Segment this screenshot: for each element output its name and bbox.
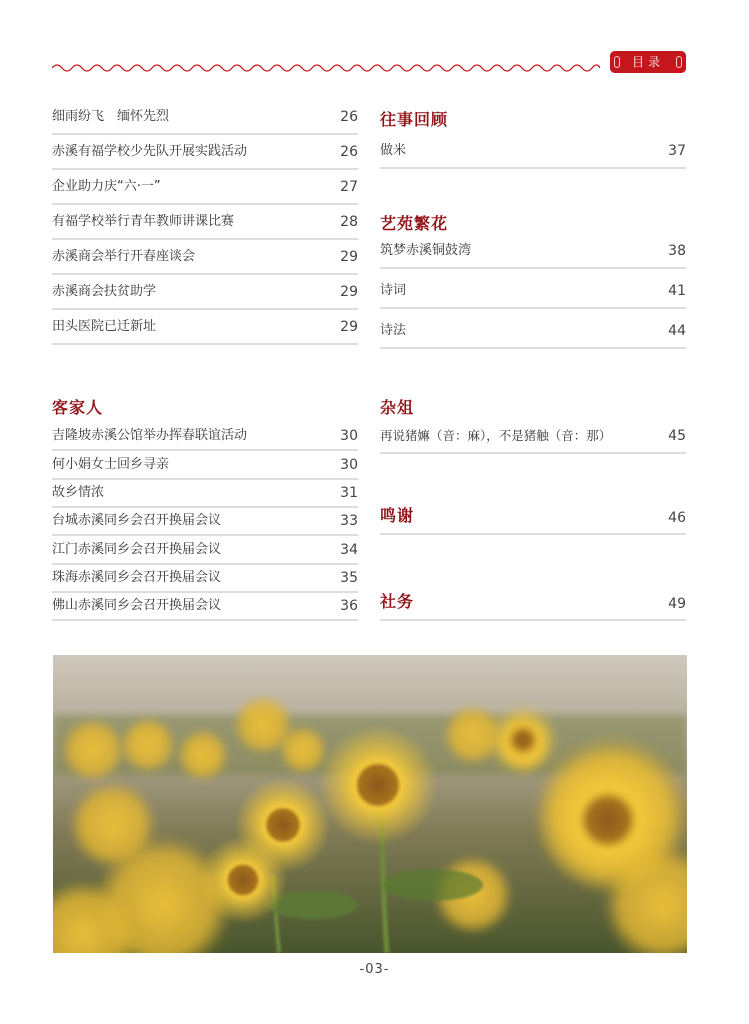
toc-entry-page: 30	[340, 428, 358, 444]
toc-entry-title: 故乡情浓	[52, 485, 105, 500]
toc-entry-title: 赤溪有福学校少先队开展实践活动	[52, 144, 248, 159]
toc-entry-title: 佛山赤溪同乡会召开换届会议	[52, 598, 222, 613]
toc-entry-page: 33	[340, 513, 358, 529]
section-title-acknowledgements: 鸣谢	[380, 506, 415, 525]
decorative-wavy-rule	[52, 62, 600, 74]
toc-entry-title: 何小娟女士回乡寻亲	[52, 457, 170, 472]
toc-section-entry[interactable]	[380, 506, 686, 535]
toc-entry-page: 29	[340, 284, 358, 300]
section-title-arts: 艺苑繁花	[380, 214, 449, 233]
toc-entry[interactable]	[52, 427, 358, 451]
toc-entry[interactable]	[52, 597, 358, 621]
toc-entry[interactable]	[380, 242, 686, 269]
toc-entry-page: 49	[668, 596, 686, 612]
toc-entry[interactable]	[52, 178, 358, 205]
toc-entry[interactable]	[52, 213, 358, 240]
toc-entry-page: 26	[340, 144, 358, 160]
toc-entry[interactable]	[52, 512, 358, 536]
toc-entry-title: 企业助力庆“六·一”	[52, 179, 161, 194]
toc-section-entry[interactable]	[380, 592, 686, 621]
toc-entry-title: 珠海赤溪同乡会召开换届会议	[52, 570, 222, 585]
toc-entry-title: 诗法	[380, 323, 407, 338]
section-title-hakka: 客家人	[52, 398, 104, 417]
toc-entry-title: 田头医院已迁新址	[52, 319, 157, 334]
toc-entry-page: 34	[340, 542, 358, 558]
toc-entry[interactable]	[52, 108, 358, 135]
toc-entry-title: 细雨纷飞 缅怀先烈	[52, 109, 170, 124]
toc-entry-page: 41	[668, 283, 686, 299]
toc-entry-title: 有福学校举行青年教师讲课比赛	[52, 214, 235, 229]
toc-entry-page: 28	[340, 214, 358, 230]
page-number: -03-	[359, 962, 390, 977]
toc-left-column	[52, 100, 358, 640]
toc-entry-title: 赤溪商会举行开春座谈会	[52, 249, 196, 264]
toc-entry[interactable]	[380, 142, 686, 169]
toc-entry-title: 筑梦赤溪铜鼓湾	[380, 243, 472, 258]
toc-entry-page: 31	[340, 485, 358, 501]
toc-entry-title: 江门赤溪同乡会召开换届会议	[52, 542, 222, 557]
toc-entry-page: 35	[340, 570, 358, 586]
toc-entry[interactable]	[52, 143, 358, 170]
section-title-history: 往事回顾	[380, 110, 449, 129]
toc-entry[interactable]	[52, 456, 358, 480]
toc-entry-title: 赤溪商会扶贫助学	[52, 284, 157, 299]
toc-entry[interactable]	[52, 484, 358, 508]
sunflower-field-photo	[53, 655, 687, 953]
toc-entry-page: 46	[668, 510, 686, 526]
section-title-society-affairs: 社务	[380, 592, 415, 611]
toc-entry-page: 45	[668, 428, 686, 444]
toc-entry-page: 29	[340, 249, 358, 265]
toc-entry[interactable]	[52, 541, 358, 565]
toc-entry[interactable]	[52, 569, 358, 593]
toc-entry-page: 38	[668, 243, 686, 259]
toc-entry-page: 26	[340, 109, 358, 125]
toc-entry-title: 再说猪嫲（音：麻），不是猪触（音：那）	[380, 428, 612, 443]
toc-entry-title: 台城赤溪同乡会召开换届会议	[52, 513, 222, 528]
toc-entry[interactable]	[52, 283, 358, 310]
toc-entry-title: 吉隆坡赤溪公馆举办挥春联谊活动	[52, 428, 248, 443]
section-title-miscellany: 杂俎	[380, 398, 415, 417]
toc-entry-page: 44	[668, 323, 686, 339]
toc-entry-page: 37	[668, 143, 686, 159]
toc-right-column	[380, 100, 686, 640]
toc-entry[interactable]	[380, 322, 686, 349]
toc-entry[interactable]	[380, 282, 686, 309]
toc-entry[interactable]	[52, 318, 358, 345]
toc-entry-page: 36	[340, 598, 358, 614]
toc-entry-page: 27	[340, 179, 358, 195]
toc-entry-page: 30	[340, 457, 358, 473]
toc-entry[interactable]	[380, 427, 686, 454]
toc-entry-title: 做米	[380, 143, 407, 158]
toc-entry[interactable]	[52, 248, 358, 275]
toc-entry-page: 29	[340, 319, 358, 335]
toc-entry-title: 诗词	[380, 283, 407, 298]
contents-badge: 目录	[610, 51, 686, 73]
